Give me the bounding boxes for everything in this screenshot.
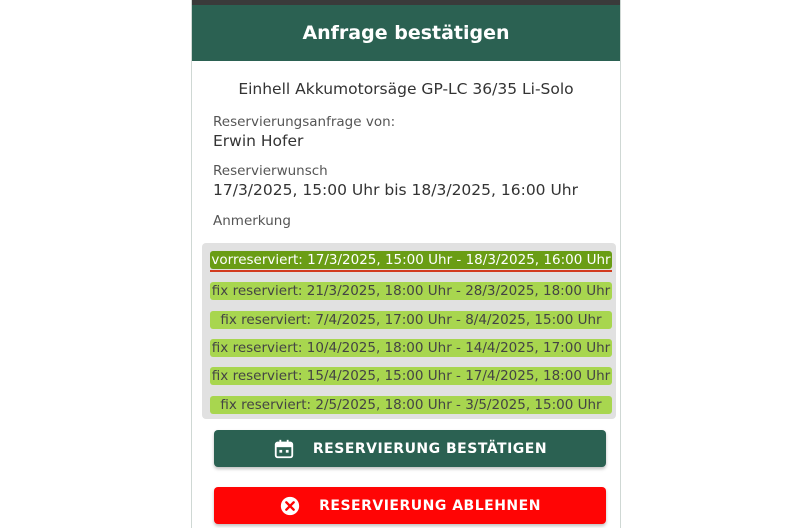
reservation-item: fix reserviert: 21/3/2025, 18:00 Uhr - 28/3/2025, 18:00 Uhr <box>211 283 611 299</box>
reservation-item-pre: vorreserviert: 17/3/2025, 15:00 Uhr - 18/3/2025, 16:00 Uhr <box>211 252 611 268</box>
dialog-header <box>192 5 620 61</box>
cancel-circle-icon <box>279 495 301 517</box>
reservation-highlight-underline <box>210 270 612 272</box>
requester-label: Reservierungsanfrage von: <box>213 114 396 130</box>
reservation-item: fix reserviert: 15/4/2025, 15:00 Uhr - 17/4/2025, 18:00 Uhr <box>211 368 611 384</box>
reservation-list <box>202 243 616 419</box>
reservation-item: fix reserviert: 10/4/2025, 18:00 Uhr - 14/4/2025, 17:00 Uhr <box>211 340 611 356</box>
reject-reservation-button[interactable] <box>214 487 606 524</box>
product-name: Einhell Akkumotorsäge GP-LC 36/35 Li-Solo <box>238 80 574 98</box>
confirm-request-dialog <box>191 0 621 528</box>
dialog-title: Anfrage bestätigen <box>302 22 510 44</box>
confirm-reservation-button[interactable] <box>214 430 606 467</box>
reservation-item: fix reserviert: 7/4/2025, 17:00 Uhr - 8/4/2025, 15:00 Uhr <box>210 311 612 329</box>
confirm-reservation-label: RESERVIERUNG BESTÄTIGEN <box>312 440 548 457</box>
wish-label: Reservierwunsch <box>213 163 328 179</box>
wish-value: 17/3/2025, 15:00 Uhr bis 18/3/2025, 16:00 Uhr <box>213 181 579 199</box>
calendar-icon <box>273 438 295 460</box>
reservation-item: fix reserviert: 2/5/2025, 18:00 Uhr - 3/5/2025, 15:00 Uhr <box>210 396 612 414</box>
reject-reservation-label: RESERVIERUNG ABLEHNEN <box>319 497 541 514</box>
note-label: Anmerkung <box>213 213 291 229</box>
requester-name: Erwin Hofer <box>213 132 304 150</box>
